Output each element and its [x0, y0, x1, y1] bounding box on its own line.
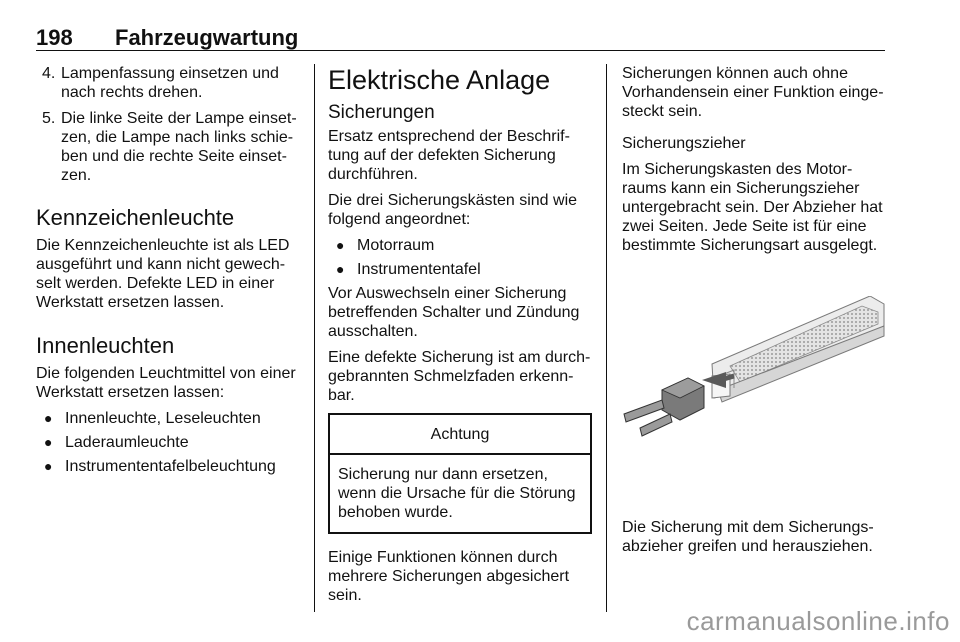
- paragraph: Die drei Sicherungskästen sind wie folgend angeordnet:: [328, 192, 578, 228]
- column-divider-right: [606, 64, 607, 612]
- kennzeichen-text: Die Kennzeichenleuchte ist als LED ausgeführt und kann nicht gewech-selt werden. Defekte LED in einer Werkstatt ersetzen lassen.: [36, 237, 290, 311]
- step-5: [36, 109, 302, 185]
- notice-box: [328, 413, 592, 534]
- list-item: ● Innenleuchte, Leseleuchten: [44, 410, 261, 427]
- step-text: Lampenfassung einsetzen und nach rechts drehen.: [61, 65, 279, 101]
- header-rule: [36, 50, 885, 51]
- paragraph: Ersatz entsprechend der Beschrif-tung auf der defekten Sicherung durchführen.: [328, 128, 570, 183]
- column-1: [36, 64, 302, 481]
- innen-text: Die folgenden Leuchtmittel von einer Werkstatt ersetzen lassen:: [36, 365, 296, 401]
- heading-elektrische-anlage: Elektrische Anlage: [328, 65, 551, 95]
- step-number: 4.: [42, 65, 56, 82]
- bullet-icon: ●: [336, 261, 345, 277]
- notice-title: Achtung: [330, 415, 590, 455]
- step-list: [36, 64, 302, 185]
- paragraph: Sicherungen können auch ohne Vorhandensein einer Funktion einge-steckt sein.: [622, 65, 884, 120]
- bullet-icon: ●: [44, 434, 53, 450]
- page-number: 198: [36, 25, 73, 50]
- paragraph: Eine defekte Sicherung ist am durch-gebrannten Schmelzfaden erkenn-bar.: [328, 349, 591, 404]
- bullet-icon: ●: [44, 458, 53, 474]
- bullet-icon: ●: [44, 410, 53, 426]
- innen-bullet-list: [36, 409, 302, 476]
- list-item: ● Laderaumleuchte: [44, 434, 189, 451]
- paragraph: Im Sicherungskasten des Motor-raums kann ein Sicherungszieher untergebracht sein. Der Abzieher hat zwei Seiten. Jede Seite ist für eine bestimmte Sicherungsart ausgelegt.: [622, 161, 883, 254]
- column-divider-left: [314, 64, 315, 612]
- column-3: [622, 64, 887, 563]
- fuse-puller-illustration: [622, 296, 887, 486]
- step-number: 5.: [42, 110, 56, 127]
- step-text: Die linke Seite der Lampe einset-zen, die Lampe nach links schie-ben und die rechte Seite einset-zen.: [61, 110, 297, 184]
- watermark: carmanualsonline.info: [686, 606, 950, 636]
- page-header: [36, 20, 885, 51]
- paragraph: Vor Auswechseln einer Sicherung betreffenden Schalter und Zündung ausschalten.: [328, 285, 580, 340]
- paragraph: Einige Funktionen können durch mehrere Sicherungen abgesichert sein.: [328, 549, 570, 604]
- section-title: Fahrzeugwartung: [115, 25, 299, 50]
- step-4: [36, 64, 302, 102]
- heading-sicherungen: Sicherungen: [328, 102, 435, 123]
- list-item: ● Motorraum: [336, 237, 435, 254]
- column-2: [328, 64, 592, 612]
- notice-text: Sicherung nur dann ersetzen, wenn die Ursache für die Störung behoben wurde.: [338, 466, 576, 521]
- fusebox-bullet-list: [328, 236, 592, 279]
- list-item: ● Instrumententafel: [336, 261, 481, 278]
- heading-innenleuchten: Innenleuchten: [36, 333, 175, 358]
- heading-kennzeichenleuchte: Kennzeichenleuchte: [36, 205, 235, 230]
- heading-sicherungszieher: Sicherungszieher: [622, 135, 746, 152]
- paragraph: Die Sicherung mit dem Sicherungs-abzieher greifen und herausziehen.: [622, 519, 874, 555]
- bullet-icon: ●: [336, 237, 345, 253]
- list-item: ● Instrumententafelbeleuchtung: [44, 458, 276, 475]
